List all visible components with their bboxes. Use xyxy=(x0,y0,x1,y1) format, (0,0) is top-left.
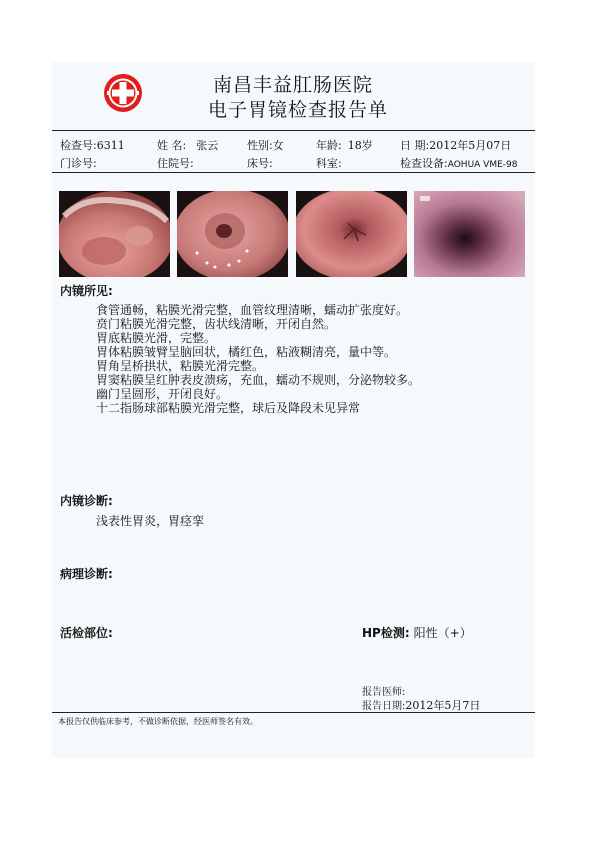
hospital-name: 南昌丰益肛肠医院 xyxy=(213,74,374,96)
report-date-value: 2012年5月7日 xyxy=(405,699,481,712)
inpatient-label: 住院号: xyxy=(157,157,194,170)
report-title: 电子胃镜检查报告单 xyxy=(208,99,389,121)
date-label: 日 期: xyxy=(400,139,430,152)
finding-line-6: 胃窦粘膜呈红肿表皮溃疡，充血，蠕动不规则，分泌物较多。 xyxy=(96,373,421,387)
finding-line-7: 幽门呈圆形，开闭良好。 xyxy=(96,387,229,401)
exam-no-field xyxy=(60,137,125,153)
hp-value: 阳性（+） xyxy=(413,626,472,640)
finding-line-1: 食管通畅，粘膜光滑完整，血管纹理清晰，蠕动扩张度好。 xyxy=(96,303,409,317)
date-field xyxy=(400,137,511,153)
hp-label: HP检测: xyxy=(362,626,410,640)
finding-line-2: 贲门粘膜光滑完整，齿状线清晰，开闭自然。 xyxy=(96,317,337,331)
exam-no-label: 检查号: xyxy=(60,139,97,152)
outpatient-label: 门诊号: xyxy=(60,157,97,170)
diagnosis-text: 浅表性胃炎，胃痉挛 xyxy=(96,514,205,528)
bed-label: 床号: xyxy=(247,157,273,170)
device-field xyxy=(400,155,517,171)
footer-divider xyxy=(52,712,535,713)
device-label: 检查设备: xyxy=(400,157,448,170)
age-label: 年龄: xyxy=(316,139,342,152)
name-label: 姓 名: xyxy=(157,139,187,152)
red-cross-logo-icon xyxy=(103,73,143,113)
patient-name-field xyxy=(157,137,218,153)
finding-line-8: 十二指肠球部粘膜光滑完整，球后及降段未见异常 xyxy=(96,401,361,415)
age-value: 18岁 xyxy=(347,139,373,152)
sex-label: 性别: xyxy=(247,139,273,152)
report-date-label: 报告日期: xyxy=(362,701,406,712)
finding-line-4: 胃体粘膜皱臂呈脑回状，橘红色，粘液糊清亮，量中等。 xyxy=(96,345,397,359)
sex-value: 女 xyxy=(272,139,284,152)
endoscopy-image-1 xyxy=(59,191,170,277)
endoscopy-image-2 xyxy=(177,191,288,277)
report-date-field xyxy=(362,697,480,713)
hp-test-field xyxy=(362,624,472,641)
exam-no-value: 6311 xyxy=(96,139,125,152)
endoscopy-image-4 xyxy=(414,191,525,277)
finding-line-5: 胃角呈桥拱状，粘膜光滑完整。 xyxy=(96,359,265,373)
finding-line-3: 胃底粘膜光滑，完整。 xyxy=(96,331,217,345)
device-value: AOHUA VME-98 xyxy=(447,160,518,170)
info-divider xyxy=(52,172,535,173)
pathology-label: 病理诊断: xyxy=(60,567,113,581)
date-value: 2012年5月07日 xyxy=(429,139,512,152)
name-value: 张云 xyxy=(196,139,219,152)
age-field xyxy=(316,137,373,153)
sex-field xyxy=(247,137,284,153)
diagnosis-label: 内镜诊断: xyxy=(60,494,113,508)
dept-label: 科室: xyxy=(316,157,342,170)
header-divider xyxy=(52,130,535,131)
findings-label: 内镜所见: xyxy=(60,284,113,298)
doctor-label: 报告医师: xyxy=(362,687,406,698)
disclaimer-text: 本报告仅供临床参考，不做诊断依据，经医师签名有效。 xyxy=(58,717,258,726)
endoscopy-image-3 xyxy=(296,191,407,277)
biopsy-label: 活检部位: xyxy=(60,626,113,640)
